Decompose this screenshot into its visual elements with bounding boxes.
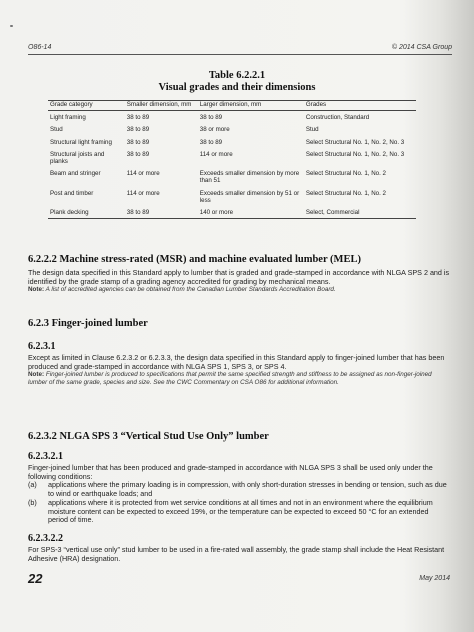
cell-smaller: 38 to 89 (126, 126, 150, 134)
section-body: Except as limited in Clause 6.2.3.2 or 6.2.3.3, the design data specified in this Standard apply to finger-joined lumber that has been produced and grade-stamped in accordance with NLGA SPS 1, SPS 3, or SPS 4. (28, 353, 445, 371)
section-body: The design data specified in this Standard apply to lumber that is graded and grade-stamped in accordance with NLGA SPS 2 and is identified by the grade stamp of a grading agency accredited for grading by mechanical means. (28, 268, 450, 286)
table-row (48, 136, 416, 148)
cell-category: Beam and stringer (50, 170, 101, 178)
section-6-2-3-2-1 (28, 451, 450, 525)
section-6-2-2-2 (28, 254, 450, 294)
list-text: applications where the primary loading is in compression, with only short-duration stresses in bending or tension, such as due to wind or earthquake loads; and (48, 480, 447, 499)
table-number: Table 6.2.2.1 (208, 70, 266, 81)
copyright: © 2014 CSA Group (391, 44, 452, 51)
section-6-2-3-2 (28, 431, 450, 443)
page-number: 22 (28, 571, 43, 586)
cell-category: Structural joists and planks (50, 150, 105, 166)
cell-grades: Select Structural No. 1, No. 2 (305, 170, 386, 178)
section-body: For SPS-3 “vertical use only” stud lumber to be used in a fire-rated wall assembly, the grade stamp shall include the Heat Resistant Adhesive (HRA) designation. (28, 545, 445, 563)
cell-grades: Select Structural No. 1, No. 2, No. 3 (305, 150, 405, 158)
list-text: applications where it is protected from wet service conditions at all times and not in an environment where the equilibrium moisture content can be expected to exceed 19%, or the temperature can be expected to exceed 50 °C for an extended period of time. (48, 497, 433, 525)
table-row (48, 167, 416, 186)
table-row (48, 206, 416, 219)
table-row (48, 111, 416, 124)
section-heading: 6.2.3.1 (28, 341, 56, 352)
list-marker: (b) (28, 497, 37, 507)
cell-grades: Select, Commercial (304, 206, 416, 219)
cell-grades: Select Structural No. 1, No. 2 (305, 189, 386, 197)
col-grades: Grades (304, 101, 416, 111)
cell-larger: 38 or more (199, 126, 230, 134)
table-header-row (48, 101, 416, 111)
visual-grades-table (48, 100, 416, 219)
cell-larger: Exceeds smaller dimension by more than 51 (199, 170, 300, 185)
section-6-2-3-2-2 (28, 533, 450, 563)
note-label: Note: (28, 286, 45, 294)
cell-larger: 38 to 89 (199, 138, 223, 146)
section-6-2-3-1 (28, 341, 450, 387)
publication-date: May 2014 (419, 575, 450, 582)
cell-smaller: 114 or more (126, 170, 160, 178)
section-body: Finger-joined lumber that has been produced and grade-stamped in accordance with NLGA SPS 3 shall be used only under the following conditions: (28, 463, 433, 481)
section-heading: 6.2.3.2.2 (28, 533, 63, 544)
section-note (28, 286, 450, 294)
col-grade-category: Grade category (48, 101, 125, 111)
cell-larger: 140 or more (198, 206, 304, 219)
table-row (48, 187, 416, 206)
cell-smaller: 38 to 89 (126, 114, 150, 122)
section-note (28, 371, 450, 386)
cell-category: Plank decking (48, 206, 125, 219)
cell-category: Structural light framing (50, 138, 112, 146)
cell-category: Post and timber (50, 189, 94, 197)
col-smaller-dimension: Smaller dimension, mm (125, 101, 198, 111)
cell-smaller: 38 to 89 (126, 150, 150, 158)
col-larger-dimension: Larger dimension, mm (198, 101, 304, 111)
scan-speck (10, 25, 13, 27)
section-6-2-3 (28, 318, 450, 330)
cell-category: Light framing (50, 114, 86, 122)
cell-grades: Stud (305, 126, 319, 134)
cell-grades: Select Structural No. 1, No. 2, No. 3 (305, 138, 405, 146)
cell-grades: Construction, Standard (305, 114, 370, 122)
cell-larger: Exceeds smaller dimension by 51 or less (199, 189, 300, 204)
note-text: Finger-joined lumber is produced to specifications that permit the same specified strength and stiffness to be assigned as non-finger-joined lumber of the same grade, species and size. See the CWC Commentary on CSA O86 for additional information. (28, 371, 432, 386)
note-label: Note: (28, 371, 45, 379)
header-rule (28, 54, 452, 55)
standard-id: O86-14 (28, 44, 52, 51)
cell-smaller: 38 to 89 (126, 138, 150, 146)
list-item (28, 481, 450, 498)
cell-category: Stud (50, 126, 63, 134)
cell-larger: 38 to 89 (199, 114, 223, 122)
section-heading: 6.2.3 Finger-joined lumber (28, 318, 148, 329)
note-text: A list of accredited agencies can be obtained from the Canadian Lumber Standards Accreditation Board. (45, 286, 336, 294)
cell-smaller: 38 to 89 (125, 206, 198, 219)
section-heading: 6.2.3.2.1 (28, 451, 63, 462)
cell-larger: 114 or more (199, 150, 233, 158)
list-marker: (a) (28, 480, 37, 490)
table-title (0, 70, 474, 94)
table-row (48, 148, 416, 167)
section-heading: 6.2.2.2 Machine stress-rated (MSR) and machine evaluated lumber (MEL) (28, 254, 361, 265)
section-heading: 6.2.3.2 NLGA SPS 3 “Vertical Stud Use Only” lumber (28, 431, 269, 442)
table-caption: Visual grades and their dimensions (158, 82, 316, 93)
list-item (28, 499, 450, 525)
cell-smaller: 114 or more (126, 189, 160, 197)
table-row (48, 123, 416, 135)
